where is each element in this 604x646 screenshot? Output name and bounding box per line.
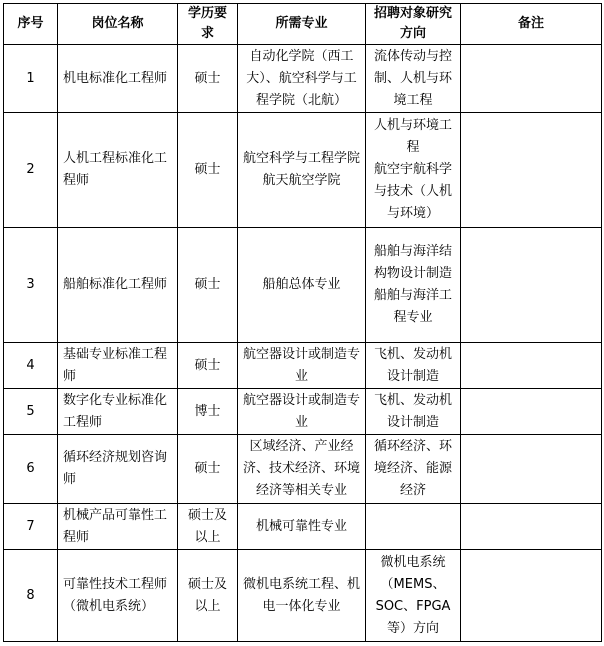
row-no: 6 (4, 435, 58, 504)
row-education: 硕士及以上 (178, 550, 238, 642)
row-major: 航空器设计或制造专业 (238, 389, 366, 435)
row-note (461, 389, 602, 435)
row-position: 可靠性技术工程师（微机电系统） (58, 550, 178, 642)
row-no: 2 (4, 113, 58, 228)
row-major: 船舶总体专业 (238, 228, 366, 343)
table-row (4, 389, 602, 435)
row-direction: 飞机、发动机设计制造 (366, 343, 461, 389)
row-education: 硕士 (178, 228, 238, 343)
row-no: 4 (4, 343, 58, 389)
row-major: 航空科学与工程学院 航天航空学院 (238, 113, 366, 228)
row-major: 航空器设计或制造专业 (238, 343, 366, 389)
row-position: 船舶标准化工程师 (58, 228, 178, 343)
row-note (461, 343, 602, 389)
row-education: 硕士及以上 (178, 504, 238, 550)
row-direction: 飞机、发动机设计制造 (366, 389, 461, 435)
header-direction: 招聘对象研究方向 (366, 4, 461, 45)
row-education: 硕士 (178, 435, 238, 504)
row-major: 机械可靠性专业 (238, 504, 366, 550)
row-position: 机电标准化工程师 (58, 45, 178, 113)
row-no: 1 (4, 45, 58, 113)
header-major: 所需专业 (238, 4, 366, 45)
row-direction: 人机与环境工程 航空宇航科学与技术（人机与环境） (366, 113, 461, 228)
header-education: 学历要求 (178, 4, 238, 45)
row-note (461, 504, 602, 550)
row-education: 硕士 (178, 45, 238, 113)
row-direction: 船舶与海洋结构物设计制造 船舶与海洋工程专业 (366, 228, 461, 343)
row-major: 自动化学院（西工大）、航空科学与工程学院（北航） (238, 45, 366, 113)
row-note (461, 435, 602, 504)
table-row (4, 550, 602, 642)
recruitment-table (3, 3, 602, 642)
row-position: 循环经济规划咨询师 (58, 435, 178, 504)
header-no: 序号 (4, 4, 58, 45)
table-row (4, 45, 602, 113)
row-no: 8 (4, 550, 58, 642)
row-note (461, 550, 602, 642)
row-note (461, 113, 602, 228)
row-position: 基础专业标准工程师 (58, 343, 178, 389)
row-direction: 循环经济、环境经济、能源经济 (366, 435, 461, 504)
header-position: 岗位名称 (58, 4, 178, 45)
row-direction: 流体传动与控制、人机与环境工程 (366, 45, 461, 113)
row-no: 7 (4, 504, 58, 550)
table-row (4, 504, 602, 550)
row-note (461, 228, 602, 343)
row-position: 数字化专业标准化工程师 (58, 389, 178, 435)
row-position: 人机工程标准化工程师 (58, 113, 178, 228)
row-direction: 微机电系统（MEMS、SOC、FPGA等）方向 (366, 550, 461, 642)
row-position: 机械产品可靠性工程师 (58, 504, 178, 550)
table-row (4, 343, 602, 389)
row-education: 硕士 (178, 343, 238, 389)
table-row (4, 228, 602, 343)
row-major: 微机电系统工程、机电一体化专业 (238, 550, 366, 642)
table-header-row (4, 4, 602, 45)
row-direction (366, 504, 461, 550)
table-row (4, 435, 602, 504)
row-education: 硕士 (178, 113, 238, 228)
table-row (4, 113, 602, 228)
row-no: 5 (4, 389, 58, 435)
row-major: 区域经济、产业经济、技术经济、环境经济等相关专业 (238, 435, 366, 504)
header-note: 备注 (461, 4, 602, 45)
row-note (461, 45, 602, 113)
row-no: 3 (4, 228, 58, 343)
row-education: 博士 (178, 389, 238, 435)
